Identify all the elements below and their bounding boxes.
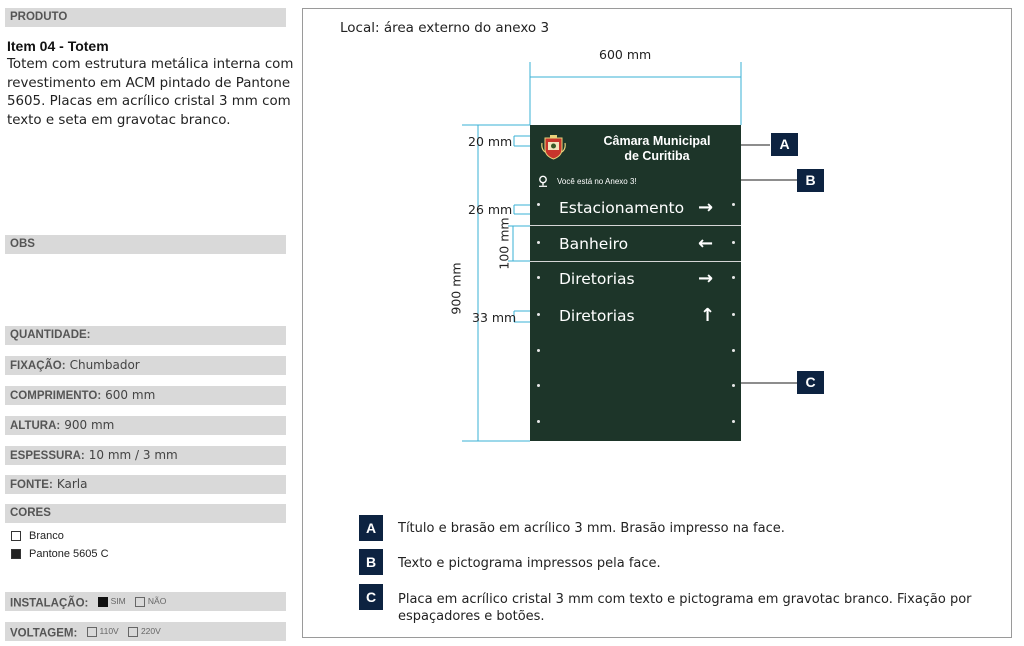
arrow-up-icon: ↑ [700,305,716,326]
rivet [537,384,540,387]
legend-key-a: A [359,515,383,541]
plaque-divider [530,261,741,262]
coat-of-arms-icon [541,135,566,160]
voltagem-label: VOLTAGEM: [10,627,78,640]
location-text: Local: área externo do anexo 3 [340,20,550,36]
legend-key-b: B [359,549,383,575]
legend-text-c: Placa em acrílico cristal 3 mm com texto e pictograma em gravotac branco. Fixação por espaçadores e botões. [398,592,972,624]
sign-title [582,134,732,164]
location-pin-icon [538,175,548,187]
produto-label: PRODUTO [10,11,68,23]
obs-label: OBS [10,238,35,250]
rivet [537,313,540,316]
rivet [732,349,735,352]
legend-text-a: Título e brasão em acrílico 3 mm. Brasão impresso na face. [398,521,785,536]
plaque-diretorias-2: Diretorias [559,307,635,325]
rivet [537,203,540,206]
callout-b: B [797,169,824,192]
sign-title-line2: de Curitiba [624,149,690,163]
arrow-right-icon: → [698,268,714,289]
comprimento-value: 600 mm [105,388,156,402]
plaque-estacionamento: Estacionamento [559,199,685,217]
color-name: Branco [29,530,64,542]
color-name: Pantone 5605 C [29,548,109,560]
rivet [732,203,735,206]
rivet [537,276,540,279]
item-title: Item 04 - Totem [7,38,109,54]
rivet [537,420,540,423]
rivet [732,241,735,244]
text-dimension-2: 33 mm [472,310,517,325]
fixacao-value: Chumbador [69,358,140,372]
legend-text-b: Texto e pictograma impressos pela face. [398,556,661,571]
instalacao-label: INSTALAÇÃO: [10,597,89,610]
plate-dimension: 100 mm [496,217,512,270]
fixacao-label: FIXAÇÃO: [10,360,66,372]
espessura-label: ESPESSURA: [10,450,85,462]
arrow-right-icon: → [698,197,714,218]
arrow-left-icon: ← [698,233,714,254]
plaque-divider [530,225,741,226]
callout-a: A [771,133,798,156]
width-dimension: 600 mm [599,47,652,62]
cores-label: CORES [10,507,51,519]
text-dimension-1: 26 mm [468,202,513,217]
rivet [537,349,540,352]
rivet [537,241,540,244]
rivet [732,420,735,423]
fonte-value: Karla [56,477,88,491]
rivet [732,276,735,279]
totem-sign [530,125,741,441]
quantidade-label: QUANTIDADE: [10,329,91,341]
option-label: NÃO [147,596,167,606]
callout-c: C [797,371,824,394]
fonte-label: FONTE: [10,479,53,491]
height-dimension: 900 mm [448,262,464,315]
plaque-banheiro: Banheiro [559,235,629,253]
rivet [732,384,735,387]
comprimento-label: COMPRIMENTO: [10,390,102,402]
you-are-here-text: Você está no Anexo 3! [557,176,637,186]
sign-title-line1: Câmara Municipal [603,134,711,148]
title-dimension: 20 mm [468,134,513,149]
rivet [732,313,735,316]
option-label: 110V [99,626,119,636]
espessura-value: 10 mm / 3 mm [88,448,178,462]
altura-value: 900 mm [64,418,115,432]
legend-key-c: C [359,584,383,610]
option-label: SIM [110,596,126,606]
option-label: 220V [140,626,161,636]
you-are-here-row [538,175,637,187]
item-description: Totem com estrutura metálica interna com revestimento em ACM pintado de Pantone 5605. Placas em acrílico cristal 3 mm com texto e seta em gravotac branco. [7,57,294,128]
altura-label: ALTURA: [10,420,61,432]
plaque-diretorias-1: Diretorias [559,270,635,288]
